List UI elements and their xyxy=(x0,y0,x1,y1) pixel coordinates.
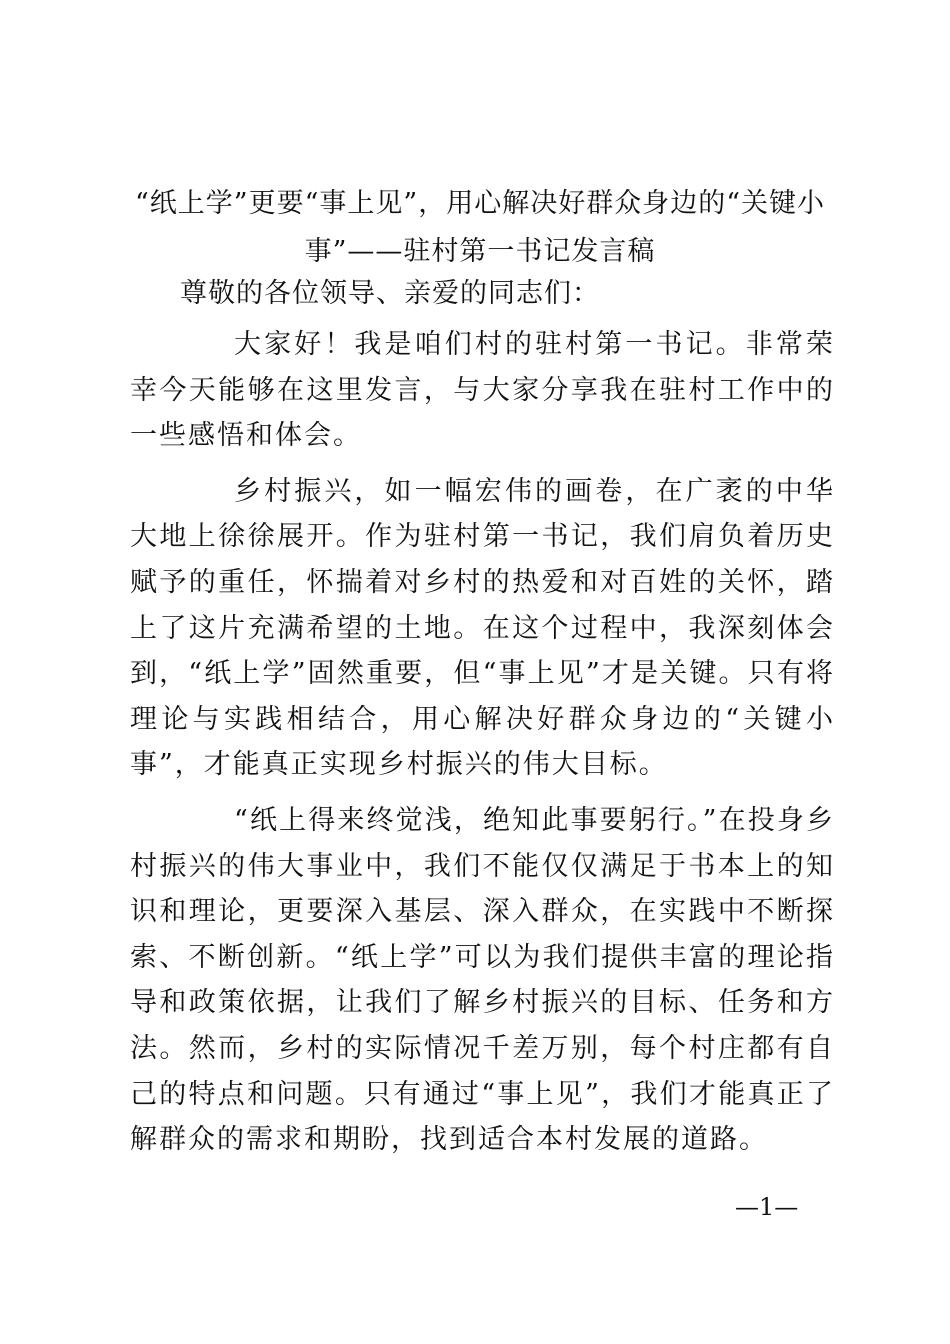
salutation: 尊敬的各位领导、亲爱的同志们： xyxy=(180,278,600,309)
paragraph-1: 大家好！我是咱们村的驻村第一书记。非常荣幸今天能够在这里发言，与大家分享我在驻村工作中的一些感悟和体会。 xyxy=(130,329,835,452)
paragraph-2: 乡村振兴，如一幅宏伟的画卷，在广袤的中华大地上徐徐展开。作为驻村第一书记，我们肩负着历史赋予的重任，怀揣着对乡村的热爱和对百姓的关怀，踏上了这片充满希望的土地。在这个过程中，我深刻体会到，“纸上学”固然重要，但“事上见”才是关键。只有将理论与实践相结合，用心解决好群众身边的“关键小事”，才能真正实现乡村振兴的伟大目标。 xyxy=(130,475,835,781)
paragraph-3: “纸上得来终觉浅，绝知此事要躬行。”在投身乡村振兴的伟大事业中，我们不能仅仅满足于书本上的知识和理论，更要深入基层、深入群众，在实践中不断探索、不断创新。“纸上学”可以为我们提供丰富的理论指导和政策依据，让我们了解乡村振兴的目标、任务和方法。然而，乡村的实际情况千差万别，每个村庄都有自己的特点和问题。只有通过“事上见”，我们才能真正了解群众的需求和期盼，找到适合本村发展的道路。 xyxy=(130,804,835,1156)
page-number: —1— xyxy=(735,1193,799,1221)
document-body xyxy=(130,322,835,1173)
document-title: “纸上学”更要“事上见”，用心解决好群众身边的“关键小事”——驻村第一书记发言稿 xyxy=(134,188,825,267)
